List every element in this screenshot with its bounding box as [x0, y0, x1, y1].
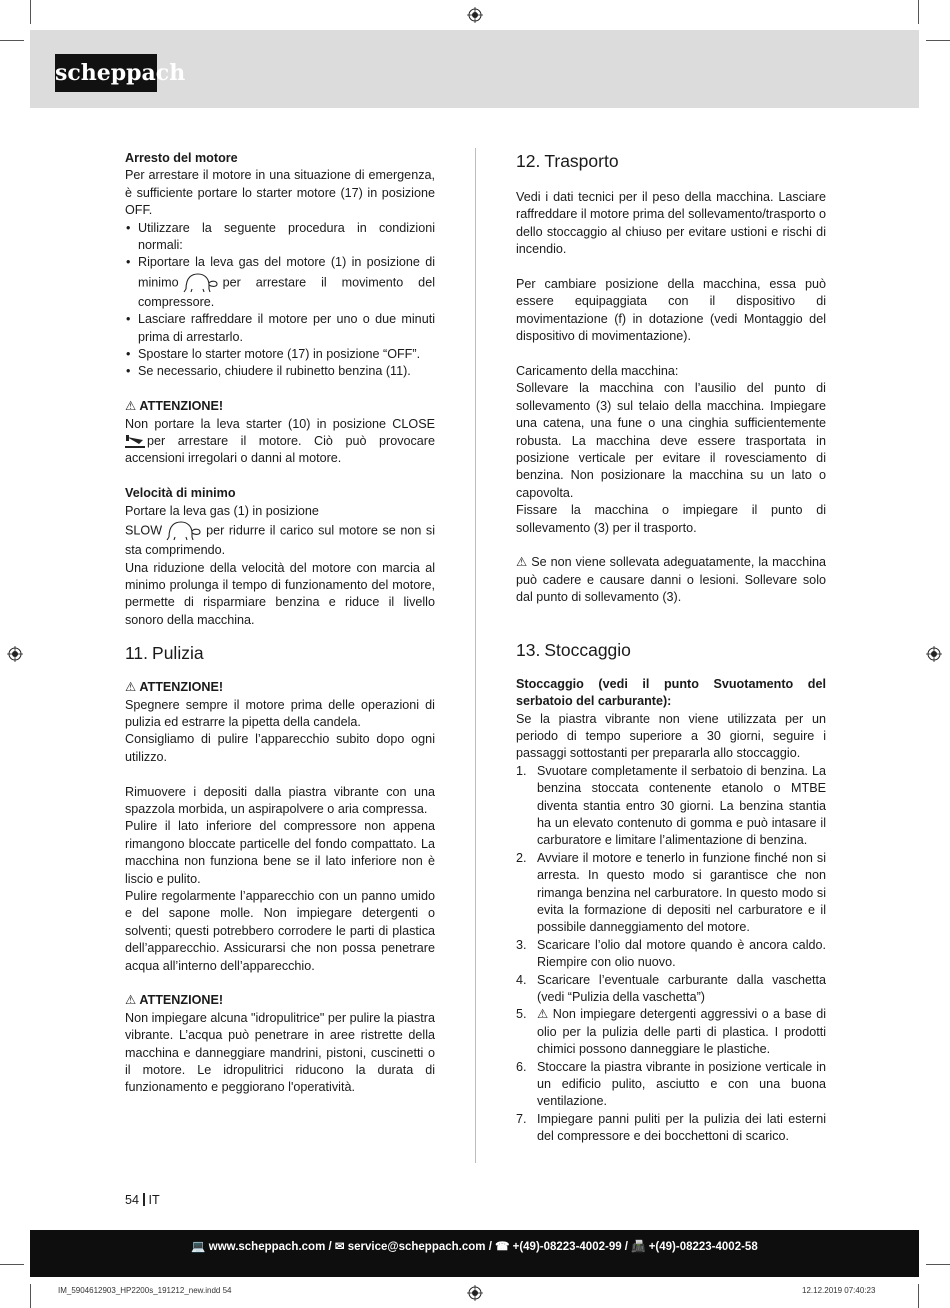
- right-column: [516, 150, 826, 1146]
- step-text: Impiegare panni puliti per la pulizia dei lati esterni del compressore e dei bocchettoni di scarico.: [537, 1111, 826, 1144]
- crop-mark: [0, 40, 24, 41]
- idle-speed-text: [125, 520, 435, 559]
- list-item: • Se necessario, chiudere il rubinetto benzina (11).: [125, 363, 435, 380]
- crop-mark: [926, 1264, 950, 1265]
- section-title-text: Stoccaggio: [544, 639, 631, 660]
- page-number: [125, 1193, 160, 1207]
- warning-heading: [125, 398, 435, 415]
- section-title-transport: [516, 150, 826, 172]
- step-text: Scaricare l’olio dal motore quando è ancora caldo. Riempire con olio nuovo.: [537, 937, 826, 970]
- registration-mark-icon: [7, 646, 23, 662]
- idle-speed-text-part: per ridurre il carico sul motore se non si sta comprimendo.: [125, 523, 435, 558]
- warning-text-part: Non portare la leva starter (10) in posizione CLOSE: [125, 416, 435, 431]
- step-number: 7.: [516, 1111, 527, 1126]
- transport-paragraph: Per cambiare posizione della macchina, essa può essere equipaggiata con il dispositivo di movimentazione (f) in dotazione (vedi Montaggio del dispositivo di movimentazione).: [516, 277, 826, 344]
- list-item: • Spostare lo starter motore (17) in posizione “OFF”.: [125, 346, 435, 363]
- storage-intro: Se la piastra vibrante non viene utilizzata per un periodo di tempo superiore a 30 giorni, seguire i passaggi sottostanti per prepararla allo stoccaggio.: [516, 711, 826, 761]
- crop-mark: [30, 1284, 31, 1308]
- cleaning-paragraph: Pulire regolarmente l’apparecchio con un panno umido e del sapone molle. Non impiegare detergenti o solventi; questi potrebbero corrodere le parti di plastica dell’apparecchio. Assicurarsi che non possa penetrare acqua all’interno dell’apparecchio.: [125, 888, 435, 973]
- step-number: 5.: [516, 1007, 527, 1022]
- storage-subheading: Stoccaggio (vedi il punto Svuotamento del serbatoio del carburante):: [516, 676, 826, 709]
- registration-mark-icon: [467, 1285, 483, 1301]
- transport-paragraph: Fissare la macchina o impiegare il punto di sollevamento (3) per il trasporto.: [516, 503, 826, 535]
- list-item: [516, 937, 826, 972]
- warning-heading: [125, 679, 435, 696]
- warning-icon: ⚠: [537, 1007, 549, 1022]
- warning-icon: ⚠: [125, 399, 137, 414]
- warning-title: ATTENZIONE!: [139, 680, 224, 695]
- print-slug-date: 12.12.2019 07:40:23: [802, 1286, 876, 1295]
- warning-title: ATTENZIONE!: [139, 993, 224, 1008]
- warning-text: Se non viene sollevata adeguatamente, la macchina può cadere e causare danni o lesioni. Sollevare solo dal punto di sollevamento (3).: [516, 555, 827, 605]
- warning-text-part: per arrestare il motore. Ciò può provocare accensioni irregolari o danni al motore.: [125, 434, 435, 466]
- list-item: [516, 850, 826, 937]
- crop-mark: [918, 0, 919, 24]
- step-text: Avviare il motore e tenerlo in funzione finché non si arresta. In questo modo si garantisce che non rimanga benzina nel carburatore. In questo modo si evita la formazione di depositi nel carburatore e il possibile danneggiamento del motore.: [537, 850, 826, 935]
- step-number: 4.: [516, 972, 527, 987]
- section-title-text: Trasporto: [544, 151, 619, 171]
- section-title-text: Pulizia: [152, 643, 204, 664]
- registration-mark-icon: [467, 7, 483, 23]
- crop-mark: [918, 1284, 919, 1308]
- crop-mark: [30, 0, 31, 24]
- list-item: • Lasciare raffreddare il motore per uno o due minuti prima di arrestarlo.: [125, 311, 435, 346]
- transport-paragraph: Vedi i dati tecnici per il peso della macchina. Lasciare raffreddare il motore prima del sollevamento/trasporto o dello stoccaggio al chiuso per evitare ustioni e rischi di incendio.: [516, 190, 826, 257]
- cleaning-paragraph: Spegnere sempre il motore prima delle operazioni di pulizia ed estrarre la pipetta della candela.: [125, 697, 435, 729]
- stop-engine-list: [125, 220, 435, 381]
- column-divider: [475, 148, 476, 1163]
- section-number: 13.: [516, 639, 541, 660]
- transport-paragraph: Sollevare la macchina con l’ausilio del punto di sollevamento (3) sul telaio della macchina. Impiegare una catena, una fune o una cinghia sufficientemente robusta. La macchina deve essere trasportata in posizione verticale per evitare il rovesciamento di benzina. Non posizionare la macchina su un lato o capovolta.: [516, 381, 826, 500]
- warning-heading: [125, 992, 435, 1009]
- idle-speed-paragraph: Una riduzione della velocità del motore con marcia al minimo prolunga il tempo di funzionamento del motore, permette di risparmiare benzina e riduce il livello sonoro della macchina.: [125, 560, 435, 627]
- step-text: Stoccare la piastra vibrante in posizione verticale in un edificio pulito, asciutto e con una buona ventilazione.: [537, 1059, 826, 1109]
- idle-speed-heading: Velocità di minimo: [125, 486, 236, 501]
- cleaning-paragraph: Rimuovere i depositi dalla piastra vibrante con una spazzola morbida, un aspirapolvere o aria compressa.: [125, 784, 435, 816]
- left-column: [125, 150, 435, 1097]
- turtle-slow-icon: [183, 272, 219, 294]
- page-language: IT: [148, 1193, 160, 1207]
- storage-steps-list: [516, 763, 826, 1146]
- cleaning-paragraph: Pulire il lato inferiore del compressore non appena rimangono bloccate particelle del fondo compattato. La macchina non funziona bene se il lato inferiore non è liscio e pulito.: [125, 819, 435, 886]
- step-number: 6.: [516, 1059, 527, 1074]
- section-title-storage: [516, 639, 826, 661]
- idle-speed-line: Portare la leva gas (1) in posizione: [125, 503, 319, 518]
- list-item: [516, 1006, 826, 1058]
- brand-logo: scheppach: [55, 54, 157, 92]
- cleaning-paragraph: Consigliamo di pulire l’apparecchio subito dopo ogni utilizzo.: [125, 732, 435, 764]
- turtle-slow-icon: [166, 520, 202, 542]
- choke-close-icon: [125, 435, 147, 449]
- footer-contact-text: 💻 www.scheppach.com / ✉ service@scheppach.com / ☎ +(49)-08223-4002-99 / 📠 +(49)-08223-4002-58: [191, 1241, 758, 1253]
- list-item: [125, 254, 435, 311]
- registration-mark-icon: [926, 646, 942, 662]
- transport-paragraph: Caricamento della macchina:: [516, 364, 679, 379]
- warning-icon: ⚠: [125, 993, 137, 1008]
- list-item: [516, 1111, 826, 1146]
- section-title-cleaning: [125, 642, 435, 664]
- stop-engine-intro: Per arrestare il motore in una situazione di emergenza, è sufficiente portare lo starter motore (17) in posizione OFF.: [125, 168, 435, 218]
- step-number: 1.: [516, 763, 527, 778]
- page-number-separator: [143, 1193, 145, 1206]
- section-number: 11.: [125, 643, 149, 664]
- warning-icon: ⚠: [125, 680, 137, 695]
- step-number: 2.: [516, 850, 527, 865]
- list-item: [516, 1059, 826, 1111]
- list-item: [516, 763, 826, 850]
- step-text: Non impiegare detergenti aggressivi o a base di olio per la pulizia delle parti di plastica. I prodotti chimici possono danneggiare le plastiche.: [537, 1007, 826, 1057]
- warning-icon: ⚠: [516, 555, 528, 570]
- section-number: 12.: [516, 151, 541, 171]
- step-number: 3.: [516, 937, 527, 952]
- list-item: [516, 972, 826, 1007]
- warning-title: ATTENZIONE!: [139, 399, 224, 414]
- cleaning-paragraph: Non impiegare alcuna "idropulitrice" per pulire la piastra vibrante. L’acqua può penetrare in aree ristrette della macchina e danneggiare mandrini, pistoni, cuscinetti o il motore. Le idropulitrici riducono la durata di funzionamento e peggiorano l'operatività.: [125, 1010, 435, 1095]
- page-number-value: 54: [125, 1193, 140, 1207]
- crop-mark: [0, 1264, 24, 1265]
- list-item: • Utilizzare la seguente procedura in condizioni normali:: [125, 220, 435, 255]
- list-item-text: Riportare la leva gas del motore (1) in posizione di minimo: [138, 255, 435, 290]
- list-item-text: per arrestare il movimento del compressore.: [138, 275, 435, 309]
- crop-mark: [926, 40, 950, 41]
- footer-contact-bar: [30, 1230, 919, 1277]
- slow-label: SLOW: [125, 523, 163, 538]
- print-slug-file: IM_5904612903_HP2200s_191212_new.indd 54: [58, 1286, 232, 1295]
- stop-engine-heading: Arresto del motore: [125, 151, 238, 165]
- step-text: Svuotare completamente il serbatoio di benzina. La benzina stoccata contenente etanolo o MTBE diventa stantia entro 30 giorni. La benzina stantia ha un elevato contenuto di gomma e può intasare il carburatore e limitare l’alimentazione di benzina.: [537, 763, 826, 848]
- transport-warning: [516, 554, 826, 606]
- warning-text: [125, 416, 435, 468]
- step-text: Scaricare l’eventuale carburante dalla vaschetta (vedi “Pulizia della vaschetta”): [537, 972, 826, 1005]
